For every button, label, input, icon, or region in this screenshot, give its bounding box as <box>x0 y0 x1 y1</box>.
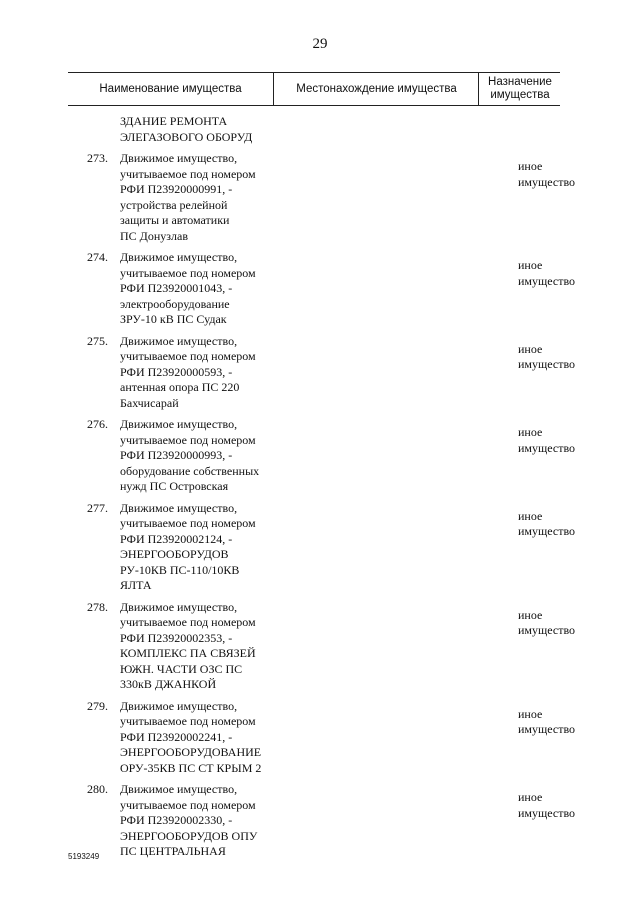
row-location <box>288 250 518 328</box>
continuation-text: ЗДАНИЕ РЕМОНТА ЭЛЕГАЗОВОГО ОБОРУД <box>120 114 253 144</box>
row-location <box>288 699 518 777</box>
row-number: 276. <box>87 417 108 431</box>
row-name: Движимое имущество, учитываемое под номером РФИ П23920002241, - ЭНЕРГООБОРУДОВАНИЕ ОРУ-35КВ ПС СТ КРЫМ 2 <box>120 698 262 775</box>
header-name: Наименование имущества <box>99 82 242 95</box>
table-body <box>68 114 576 866</box>
row-number: 280. <box>87 782 108 796</box>
table-row <box>68 333 576 412</box>
table-header <box>68 72 560 106</box>
row-number: 279. <box>87 698 108 713</box>
row-number: 274. <box>87 250 108 264</box>
row-purpose: иное имущество <box>518 706 576 736</box>
row-name: Движимое имущество, учитываемое под номером РФИ П23920002353, - КОМПЛЕКС ПА СВЯЗЕЙ ЮЖН. ЧАСТИ ОЗС ПС 330кВ ДЖАНКОЙ <box>120 599 256 691</box>
page-number: 29 <box>312 36 328 52</box>
row-name: Движимое имущество, учитываемое под номером РФИ П23920001043, - электрооборудование ЗРУ-10 кВ ПС Судак <box>120 250 256 326</box>
row-purpose: иное имущество <box>518 159 576 189</box>
row-name: Движимое имущество, учитываемое под номером РФИ П23920000993, - оборудование собственных нужд ПС Островская <box>120 417 260 493</box>
table-row <box>68 599 576 693</box>
table-row <box>68 782 576 860</box>
table-row <box>68 151 576 244</box>
row-number <box>68 114 108 145</box>
row-number: 278. <box>87 599 108 614</box>
footer-document-code: 5193249 <box>68 852 100 861</box>
continuation-row <box>68 114 560 145</box>
row-number: 277. <box>87 500 108 515</box>
row-name: Движимое имущество, учитываемое под номером РФИ П23920002124, - ЭНЕРГООБОРУДОВ РУ-10КВ ПС-110/10КВ ЯЛТА <box>120 500 256 592</box>
row-purpose: иное имущество <box>518 425 576 455</box>
row-location <box>288 151 518 244</box>
row-purpose: иное имущество <box>518 508 576 538</box>
row-number: 275. <box>87 333 108 348</box>
row-location <box>288 334 518 412</box>
row-purpose: иное имущество <box>518 258 576 288</box>
row-location <box>288 782 518 860</box>
table-row <box>68 250 576 328</box>
header-purpose-label: Назначение имущества <box>488 76 552 101</box>
table-row <box>68 417 576 495</box>
header-purpose <box>478 73 561 105</box>
row-purpose: иное имущество <box>518 790 576 820</box>
row-location <box>288 417 518 495</box>
row-purpose: иное имущество <box>518 607 576 637</box>
row-name: Движимое имущество, учитываемое под номером РФИ П23920000593, - антенная опора ПС 220 Бахчисарай <box>120 333 256 410</box>
header-location: Местонахождение имущества <box>273 73 479 105</box>
table-row <box>68 698 576 777</box>
row-location <box>288 501 518 594</box>
row-name: Движимое имущество, учитываемое под номером РФИ П23920002330, - ЭНЕРГООБОРУДОВ ОПУ ПС ЦЕНТРАЛЬНАЯ <box>120 782 258 858</box>
table-row <box>68 500 576 594</box>
row-number: 273. <box>87 151 108 165</box>
row-purpose: иное имущество <box>518 341 576 371</box>
row-name: Движимое имущество, учитываемое под номером РФИ П23920000991, - устройства релейной защиты и автоматики ПС Донузлав <box>120 151 256 243</box>
row-location <box>288 600 518 693</box>
